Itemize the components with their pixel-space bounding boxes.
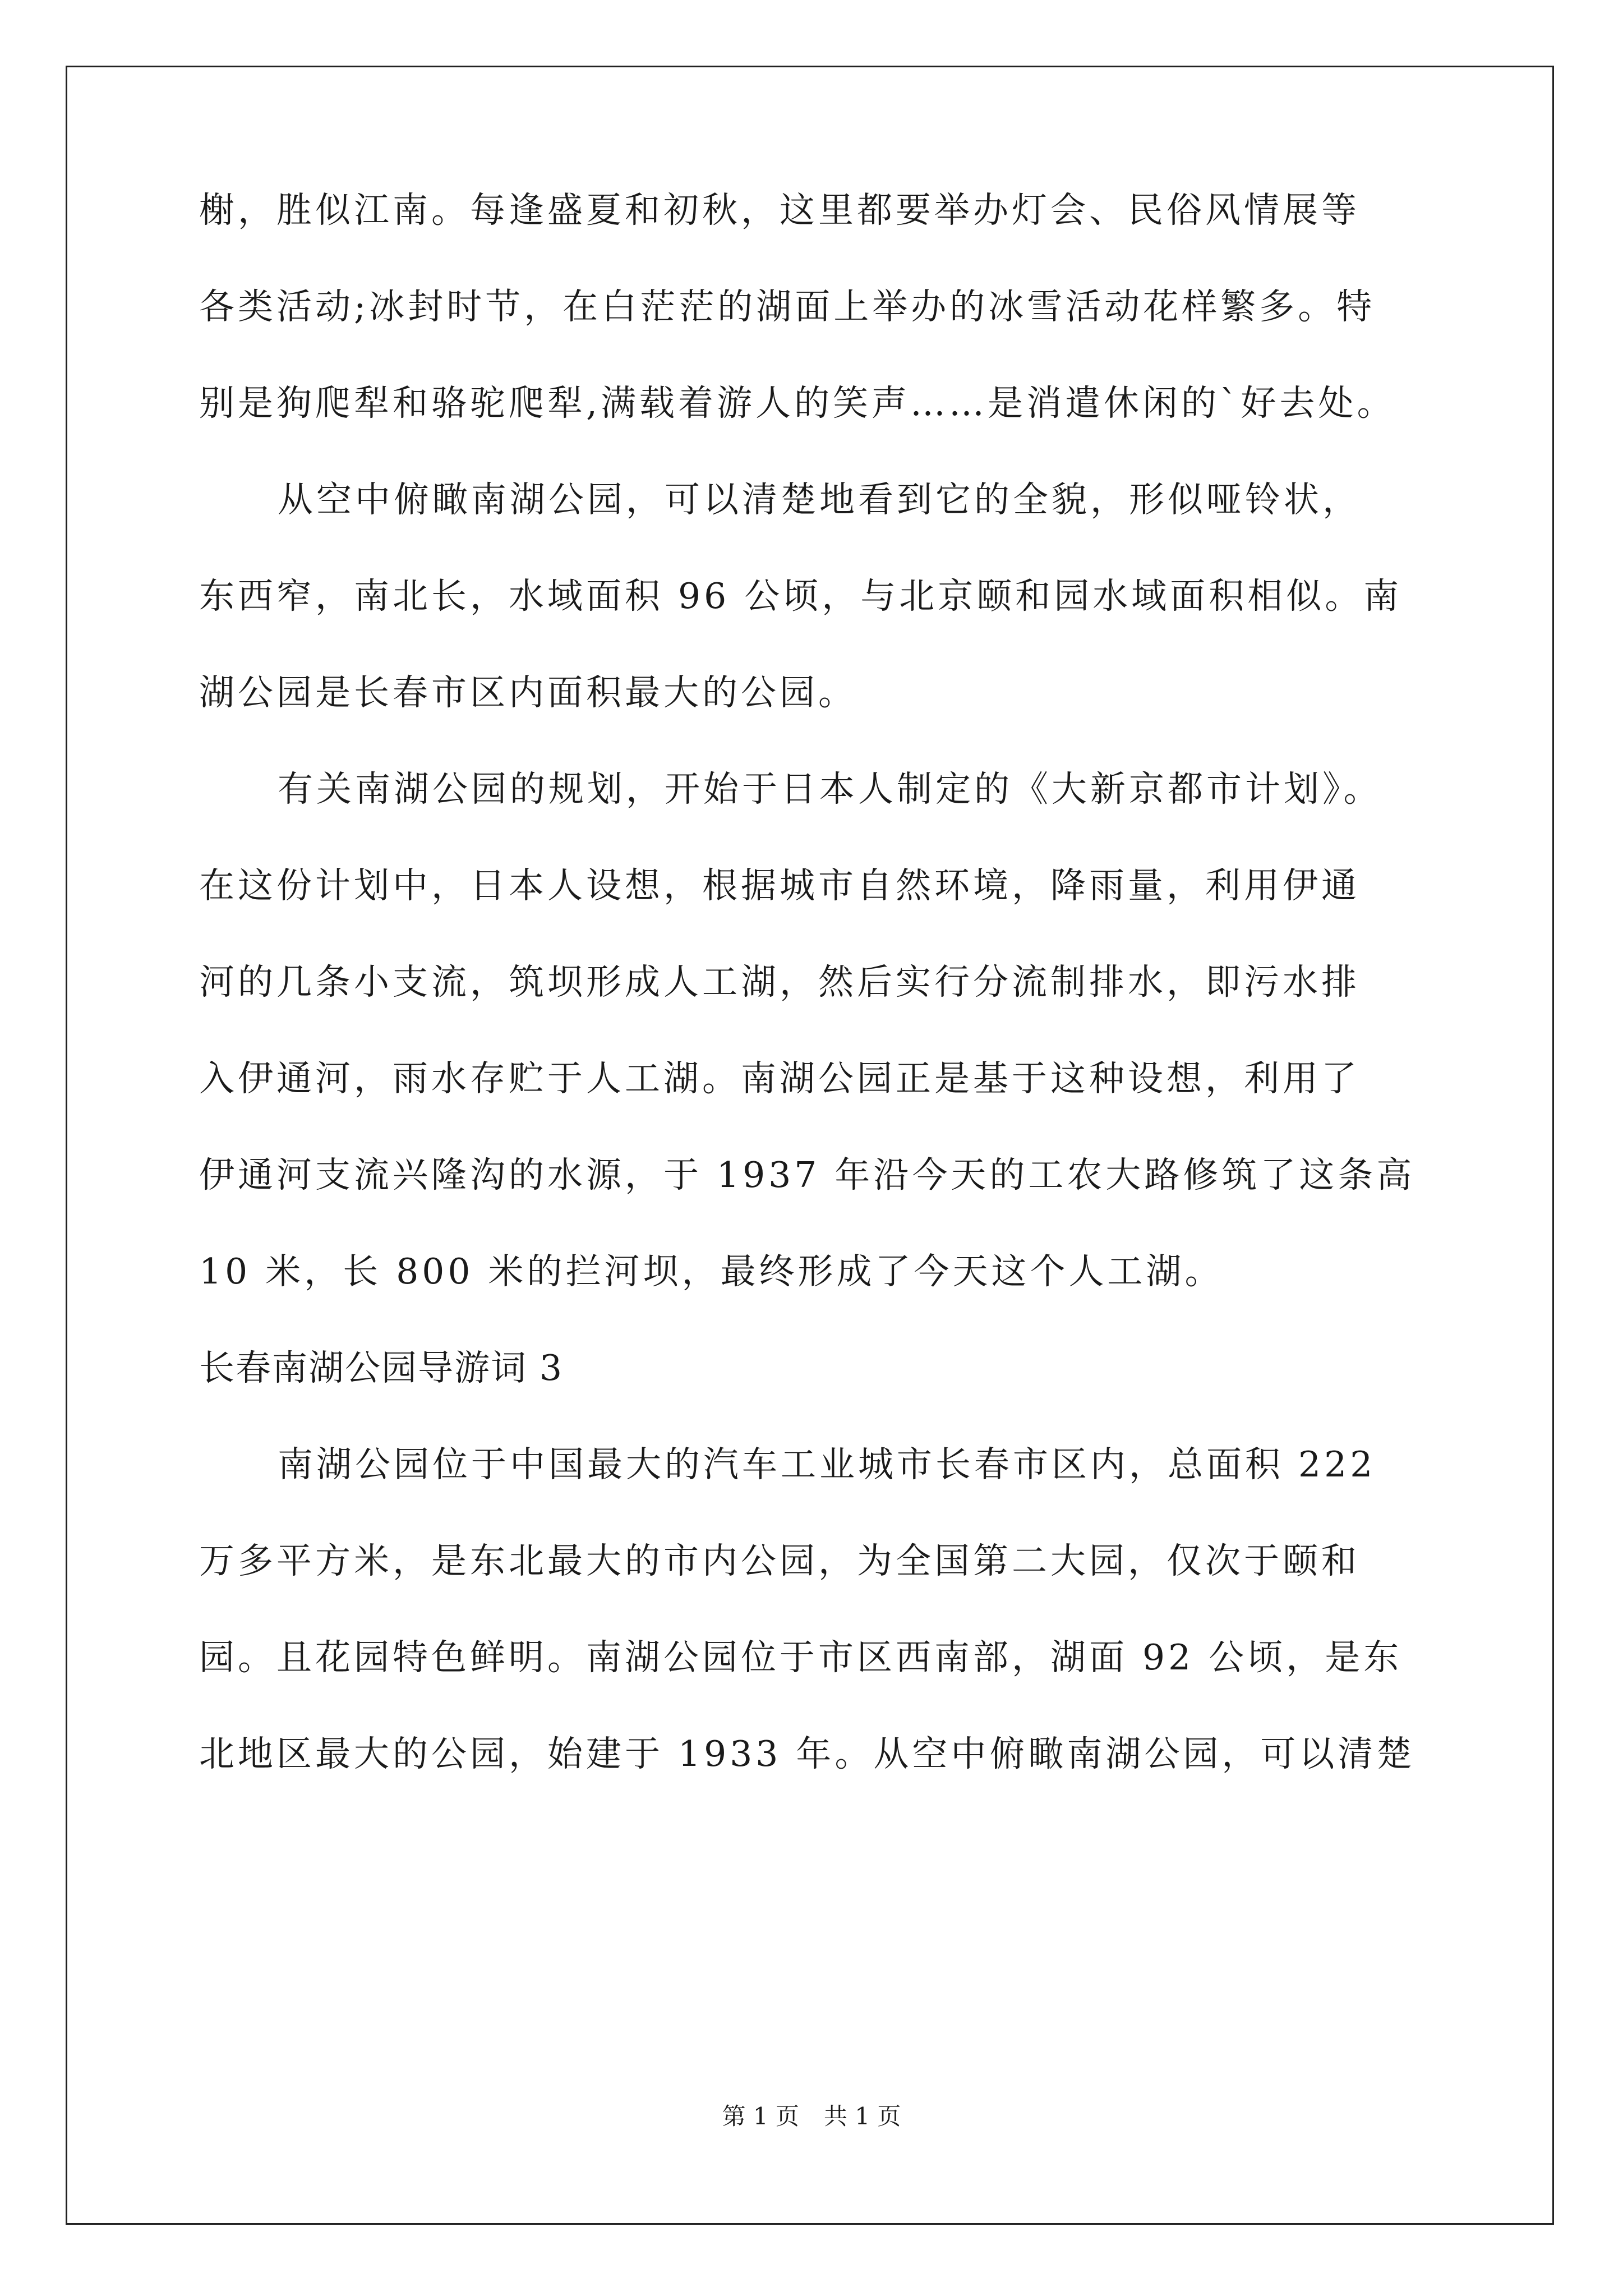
paragraph-line: 入伊通河，雨水存贮于人工湖。南湖公园正是基于这种设想，利用了 xyxy=(199,1058,1360,1099)
paragraph-line: 北地区最大的公园，始建于 1933 年。从空中俯瞰南湖公园，可以清楚 xyxy=(199,1733,1415,1774)
paragraph-line: 河的几条小支流，筑坝形成人工湖，然后实行分流制排水，即污水排 xyxy=(199,961,1360,1002)
paragraph-line: 有关南湖公园的规划，开始于日本人制定的《大新京都市计划》。 xyxy=(278,769,1382,809)
section-heading: 长春南湖公园导游词 3 xyxy=(199,1347,564,1388)
paragraph-line: 各类活动;冰封时节，在白茫茫的湖面上举办的冰雪活动花样繁多。特 xyxy=(199,286,1376,327)
page-total: 共 1 页 xyxy=(824,2102,901,2130)
page-footer xyxy=(0,2102,1623,2131)
paragraph-line: 湖公园是长春市区内面积最大的公园。 xyxy=(199,672,857,713)
paragraph-line: 园。且花园特色鲜明。南湖公园位于市区西南部，湖面 92 公顷，是东 xyxy=(199,1637,1403,1678)
page-number: 第 1 页 xyxy=(722,2102,799,2130)
paragraph-line: 在这份计划中，日本人设想，根据城市自然环境，降雨量，利用伊通 xyxy=(199,865,1360,906)
paragraph-line: 伊通河支流兴隆沟的水源，于 1937 年沿今天的工农大路修筑了这条高 xyxy=(199,1154,1415,1195)
paragraph-line: 10 米，长 800 米的拦河坝，最终形成了今天这个人工湖。 xyxy=(199,1251,1224,1292)
paragraph-line: 从空中俯瞰南湖公园，可以清楚地看到它的全貌，形似哑铃状， xyxy=(278,479,1361,520)
paragraph-line: 南湖公园位于中国最大的汽车工业城市长春市区内，总面积 222 xyxy=(278,1444,1376,1485)
paragraph-line: 东西窄，南北长，水域面积 96 公顷，与北京颐和园水域面积相似。南 xyxy=(199,576,1403,616)
paragraph-line: 榭，胜似江南。每逢盛夏和初秋，这里都要举办灯会、民俗风情展等 xyxy=(199,190,1360,231)
paragraph-line: 别是狗爬犁和骆驼爬犁,满载着游人的笑声……是消遣休闲的`好去处。 xyxy=(199,383,1396,424)
paragraph-line: 万多平方米，是东北最大的市内公园，为全国第二大园，仅次于颐和 xyxy=(199,1540,1360,1581)
